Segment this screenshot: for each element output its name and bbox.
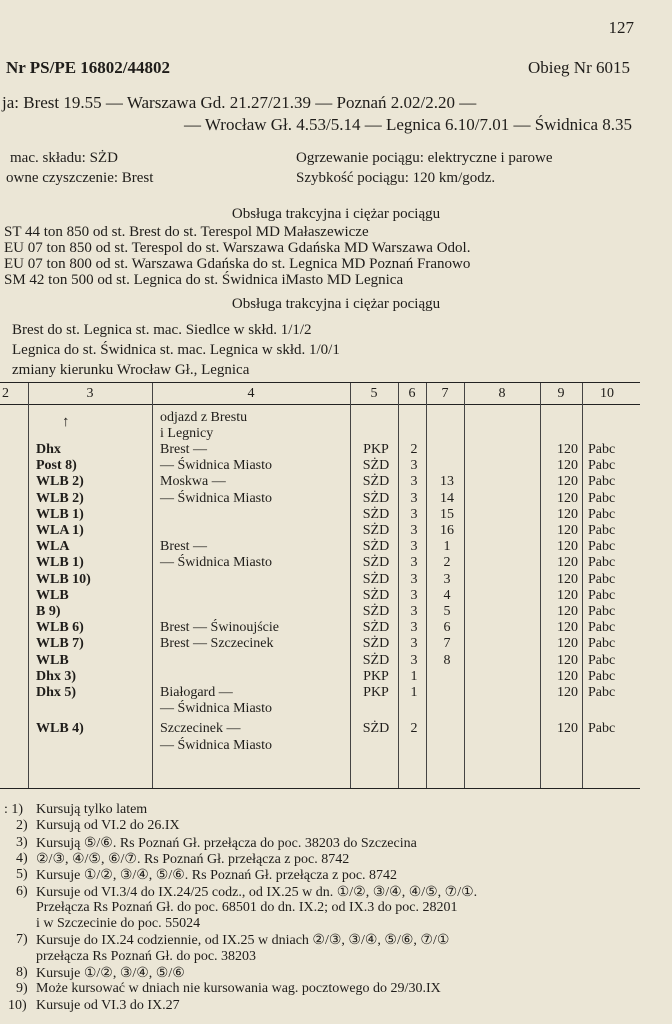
row-count: 3 (410, 539, 418, 555)
row-speed: 120 (557, 604, 578, 619)
row-class: Pabc (588, 604, 616, 619)
row-count: 3 (410, 571, 418, 587)
row-number: 13 (440, 474, 454, 490)
row-speed: 120 (557, 539, 578, 555)
row-speed: 120 (557, 571, 578, 587)
column-header: 8 (498, 386, 506, 401)
row-owner: SŻD (362, 636, 390, 652)
row-owner: SŻD (362, 539, 390, 555)
row-route: — Świdnica Miasto (160, 737, 272, 753)
traction-line: SM 42 ton 500 od st. Legnica do st. Świdnica iMasto MD Legnica (4, 272, 404, 288)
footnote-mark: 2) (16, 818, 28, 834)
row-type: WLB 1) (36, 555, 84, 571)
row-owner: SŻD (362, 652, 390, 668)
row-count: 3 (410, 458, 418, 474)
row-speed: 120 (557, 555, 578, 571)
row-number: 1 (443, 539, 451, 555)
route-prefix: ja: (2, 93, 19, 112)
row-number: 14 (440, 490, 454, 506)
row-number: 4 (443, 587, 451, 603)
column-header: 7 (441, 386, 449, 401)
column-header: 2 (2, 386, 9, 401)
row-type: WLB 10) (36, 571, 91, 587)
row-type: WLB (36, 652, 69, 668)
departure-label: odjazd z Brestu (160, 410, 248, 425)
footnote-mark: 8) (16, 965, 28, 980)
row-class: Pabc (588, 523, 616, 538)
footnote-text: Kursują od VI.2 do 26.IX (36, 818, 180, 834)
row-owner: PKP (363, 668, 389, 684)
col-divider (426, 383, 427, 788)
footnote-mark: 4) (16, 850, 28, 866)
route-text-1: Brest 19.55 — Warszawa Gd. 21.27/21.39 — Poznań 2.02/2.20 — (23, 93, 477, 112)
row-owner: SŻD (362, 721, 390, 737)
row-class: Pabc (588, 636, 616, 652)
row-type: WLB 1) (36, 506, 84, 522)
row-route: Brest — (160, 539, 208, 555)
footnote-text: Kursuje ①/②, ③/④, ⑤/⑥ (36, 966, 185, 981)
row-class: Pabc (588, 555, 616, 571)
row-count: 1 (410, 668, 418, 684)
row-speed: 120 (557, 587, 578, 603)
row-route: — Świdnica Miasto (160, 555, 272, 571)
col-divider (540, 383, 541, 788)
route-line-1 (2, 93, 476, 113)
row-speed: 120 (557, 620, 578, 636)
row-owner: PKP (363, 685, 389, 700)
row-route: Brest — Świnoujście (160, 620, 279, 636)
row-owner: SŻD (362, 555, 390, 571)
row-class: Pabc (588, 685, 616, 700)
row-speed: 120 (557, 442, 578, 457)
row-type: Post 8) (36, 458, 77, 474)
row-speed: 120 (557, 685, 578, 700)
row-count: 3 (410, 506, 418, 522)
footnote-mark: : 1) (4, 802, 24, 817)
row-speed: 120 (557, 668, 578, 684)
row-class: Pabc (588, 620, 616, 636)
footnote-text: Kursują ⑤/⑥. Rs Poznań Gł. przełącza do poc. 38203 do Szczecina (36, 835, 417, 851)
circulation-number: Obieg Nr 6015 (528, 58, 630, 77)
footnote-mark: 10) (8, 997, 27, 1013)
row-count: 3 (410, 620, 418, 636)
traction-title-1: Obsługa trakcyjna i ciężar pociągu (231, 206, 441, 222)
table-top-rule (0, 382, 640, 383)
row-class: Pabc (588, 442, 616, 457)
row-owner: SŻD (362, 571, 390, 587)
row-type: Dhx 5) (36, 685, 77, 700)
row-number: 16 (440, 523, 454, 538)
row-number: 15 (440, 506, 454, 522)
row-owner: SŻD (362, 587, 390, 603)
col-divider (464, 383, 465, 788)
row-owner: SŻD (362, 523, 390, 538)
row-number: 2 (443, 555, 451, 571)
table-header-rule (0, 404, 640, 405)
column-header: 3 (86, 386, 94, 401)
row-speed: 120 (557, 721, 578, 737)
row-class: Pabc (588, 571, 616, 587)
row-owner: SŻD (362, 474, 390, 490)
traction-title-2: Obsługa trakcyjna i ciężar pociągu (231, 296, 441, 312)
row-type: WLA (36, 539, 70, 555)
row-count: 3 (410, 604, 418, 619)
footnote-text: Kursuje ①/②, ③/④, ⑤/⑥. Rs Poznań Gł. przełącza z poc. 8742 (36, 868, 398, 884)
row-number: 7 (443, 636, 451, 652)
row-route: — Świdnica Miasto (160, 701, 272, 717)
row-route: Moskwa — (160, 474, 226, 490)
row-class: Pabc (588, 539, 616, 555)
footnote-text: Kursuje od VI.3 do IX.27 (36, 997, 180, 1013)
train-number: Nr PS/PE 16802/44802 (6, 58, 171, 77)
footnote-text: przełącza Rs Poznań Gł. do poc. 38203 (36, 948, 257, 964)
row-type: Dhx 3) (36, 668, 77, 684)
row-count: 3 (410, 490, 418, 506)
row-number: 3 (443, 571, 451, 587)
footnote-mark: 3) (16, 834, 28, 850)
row-count: 3 (410, 636, 418, 652)
row-count: 3 (410, 587, 418, 603)
row-class: Pabc (588, 474, 616, 490)
row-speed: 120 (557, 458, 578, 474)
row-number: 5 (443, 604, 451, 619)
col-divider (28, 383, 29, 788)
row-speed: 120 (557, 506, 578, 522)
row-speed: 120 (557, 474, 578, 490)
row-class: Pabc (588, 721, 616, 737)
row-owner: SŻD (362, 620, 390, 636)
row-route: Brest — (160, 442, 208, 457)
col-divider (582, 383, 583, 788)
column-header: 6 (408, 386, 416, 401)
crew-line: Legnica do st. Świdnica st. mac. Legnica w skłd. 1/0/1 (12, 342, 340, 358)
row-count: 1 (410, 685, 418, 700)
footnote-mark: 6) (16, 883, 28, 899)
column-header: 10 (600, 386, 614, 401)
footnote-mark: 7) (16, 932, 28, 948)
row-type: WLB 2) (36, 474, 84, 490)
row-route: Brest — Szczecinek (160, 636, 274, 652)
row-type: Dhx (36, 442, 61, 457)
row-route: Szczecinek — (160, 721, 241, 737)
row-type: WLB 6) (36, 620, 84, 636)
footnote-text: Może kursować w dniach nie kursowania wag. pocztowego do 29/30.IX (36, 981, 441, 997)
row-route: Białogard — (160, 685, 233, 700)
row-type: B 9) (36, 604, 61, 619)
row-type: WLB (36, 587, 69, 603)
column-header: 5 (370, 386, 378, 401)
row-type: WLB 2) (36, 490, 84, 506)
col-divider (398, 383, 399, 788)
row-speed: 120 (557, 523, 578, 538)
column-header: 9 (557, 386, 565, 401)
row-class: Pabc (588, 506, 616, 522)
row-owner: SŻD (362, 458, 390, 474)
col-divider (152, 383, 153, 788)
row-owner: SŻD (362, 506, 390, 522)
row-speed: 120 (557, 636, 578, 652)
row-count: 2 (410, 721, 418, 737)
departure-label: i Legnicy (160, 426, 214, 441)
column-header: 4 (247, 386, 255, 401)
row-count: 3 (410, 523, 418, 538)
footnote-text: Kursują tylko latem (36, 802, 148, 817)
footnote-text: i w Szczecinie do poc. 55024 (36, 916, 201, 932)
row-class: Pabc (588, 490, 616, 506)
row-class: Pabc (588, 668, 616, 684)
row-speed: 120 (557, 652, 578, 668)
footnote-text: Kursuje do IX.24 codziennie, od IX.25 w dniach ②/③, ③/④, ⑤/⑥, ⑦/① (36, 933, 450, 949)
footnote-mark: 5) (16, 867, 28, 883)
row-owner: SŻD (362, 490, 390, 506)
route-line-2: — Wrocław Gł. 4.53/5.14 — Legnica 6.10/7.01 — Świdnica 8.35 (183, 115, 632, 134)
traction-line: EU 07 ton 800 od st. Warszawa Gdańska do st. Legnica MD Poznań Franowo (4, 256, 471, 272)
info-right-2: Szybkość pociągu: 120 km/godz. (296, 170, 496, 186)
row-owner: PKP (363, 442, 389, 457)
crew-line: zmiany kierunku Wrocław Gł., Legnica (12, 362, 250, 378)
table-bottom-rule (0, 788, 640, 789)
row-class: Pabc (588, 458, 616, 474)
row-speed: 120 (557, 490, 578, 506)
footnote-text: Kursuje od VI.3/4 do IX.24/25 codz., od IX.25 w dn. ①/②, ③/④, ④/⑤, ⑦/①. (36, 884, 478, 900)
row-type: WLB 7) (36, 636, 84, 652)
info-right-1: Ogrzewanie pociągu: elektryczne i parowe (296, 150, 553, 166)
footnote-text: ②/③, ④/⑤, ⑥/⑦. Rs Poznań Gł. przełącza z poc. 8742 (36, 851, 350, 867)
row-class: Pabc (588, 587, 616, 603)
row-count: 3 (410, 474, 418, 490)
info-left-1: mac. składu: SŻD (10, 150, 118, 166)
row-count: 2 (410, 442, 418, 457)
row-type: WLB 4) (36, 721, 84, 737)
up-arrow-icon: ↑ (62, 414, 70, 430)
crew-line: Brest do st. Legnica st. mac. Siedlce w skłd. 1/1/2 (12, 322, 312, 338)
traction-line: EU 07 ton 850 od st. Terespol do st. Warszawa Gdańska MD Warszawa Odol. (4, 240, 471, 256)
row-type: WLA 1) (36, 523, 84, 538)
row-class: Pabc (588, 652, 616, 668)
row-number: 6 (443, 620, 451, 636)
footnote-mark: 9) (16, 981, 28, 997)
row-count: 3 (410, 652, 418, 668)
row-count: 3 (410, 555, 418, 571)
row-owner: SŻD (362, 604, 390, 619)
info-left-2: owne czyszczenie: Brest (6, 170, 154, 186)
col-divider (350, 383, 351, 788)
row-route: — Świdnica Miasto (160, 458, 272, 474)
row-route: — Świdnica Miasto (160, 490, 272, 506)
traction-line: ST 44 ton 850 od st. Brest do st. Terespol MD Małaszewicze (4, 224, 369, 240)
page-number: 127 (608, 18, 634, 37)
row-number: 8 (443, 652, 451, 668)
footnote-text: Przełącza Rs Poznań Gł. do poc. 68501 do dn. IX.2; od IX.3 do poc. 28201 (36, 899, 458, 915)
